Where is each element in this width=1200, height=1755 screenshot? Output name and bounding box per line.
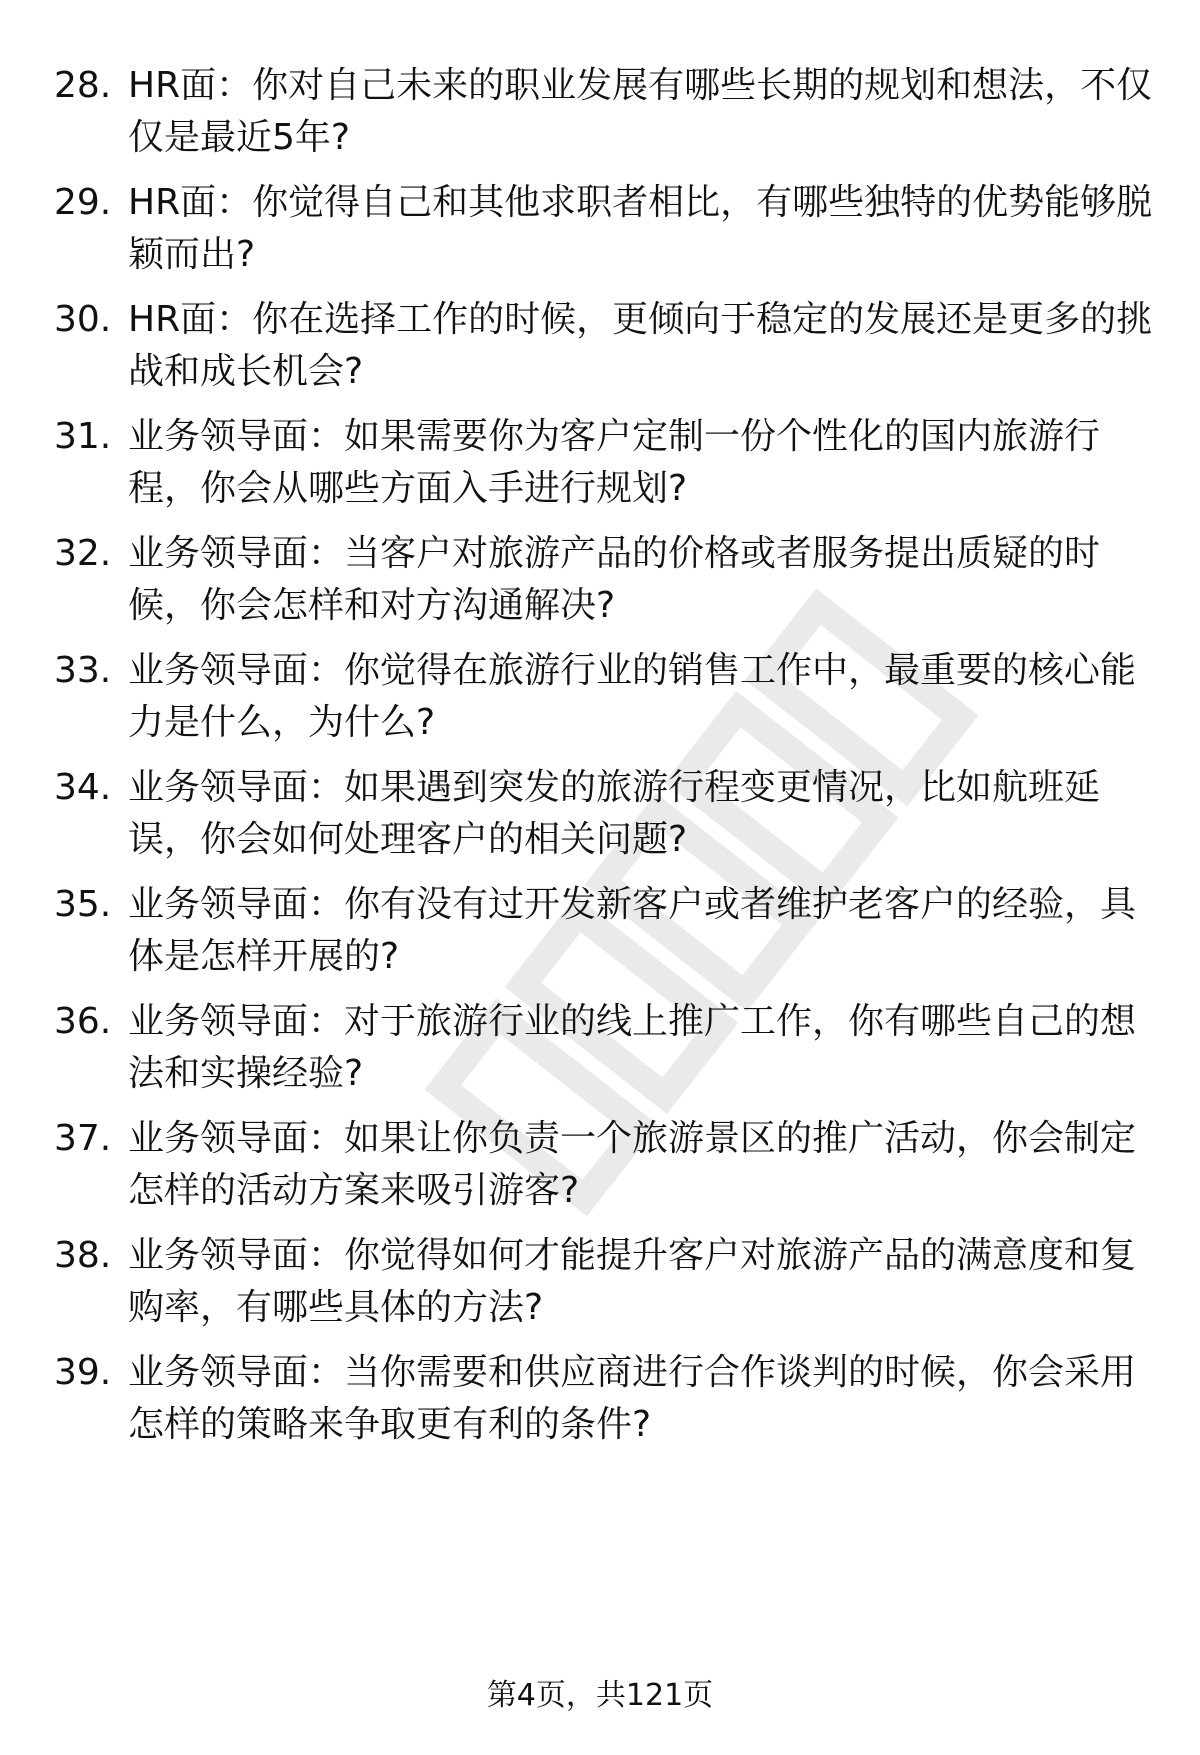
question-number: 31. xyxy=(54,416,112,457)
question-number: 35. xyxy=(54,884,112,925)
question-item xyxy=(54,411,1154,521)
question-number: 30. xyxy=(54,299,112,340)
question-item xyxy=(54,996,1154,1106)
question-item xyxy=(54,528,1154,638)
question-number: 34. xyxy=(54,767,112,808)
question-text: 业务领导面：如果遇到突发的旅游行程变更情况，比如航班延误，你会如何处理客户的相关问题? xyxy=(128,767,1101,860)
question-item xyxy=(54,762,1154,872)
question-number: 29. xyxy=(54,182,112,223)
question-item xyxy=(54,645,1154,755)
question-item xyxy=(54,1347,1154,1457)
question-item xyxy=(54,879,1154,989)
question-text: 业务领导面：如果让你负责一个旅游景区的推广活动，你会制定怎样的活动方案来吸引游客? xyxy=(128,1118,1137,1211)
question-text: 业务领导面：如果需要你为客户定制一份个性化的国内旅游行程，你会从哪些方面入手进行规划? xyxy=(128,416,1101,509)
question-number: 36. xyxy=(54,1001,112,1042)
question-number: 37. xyxy=(54,1118,112,1159)
question-number: 38. xyxy=(54,1235,112,1276)
question-text: 业务领导面：你有没有过开发新客户或者维护老客户的经验，具体是怎样开展的? xyxy=(128,884,1137,977)
question-text: HR面：你觉得自己和其他求职者相比，有哪些独特的优势能够脱颖而出? xyxy=(128,182,1153,275)
page-footer: 第4页，共121页 xyxy=(486,1678,714,1713)
question-text: 业务领导面：你觉得如何才能提升客户对旅游产品的满意度和复购率，有哪些具体的方法? xyxy=(128,1235,1137,1328)
question-number: 32. xyxy=(54,533,112,574)
question-number: 33. xyxy=(54,650,112,691)
question-number: 28. xyxy=(54,65,112,106)
question-item xyxy=(54,1113,1154,1223)
question-text: 业务领导面：当客户对旅游产品的价格或者服务提出质疑的时候，你会怎样和对方沟通解决? xyxy=(128,533,1101,626)
question-item xyxy=(54,60,1154,170)
question-number: 39. xyxy=(54,1352,112,1393)
question-item xyxy=(54,1230,1154,1340)
question-text: HR面：你在选择工作的时候，更倾向于稳定的发展还是更多的挑战和成长机会? xyxy=(128,299,1153,392)
question-text: 业务领导面：你觉得在旅游行业的销售工作中，最重要的核心能力是什么，为什么? xyxy=(128,650,1137,743)
question-text: 业务领导面：对于旅游行业的线上推广工作，你有哪些自己的想法和实操经验? xyxy=(128,1001,1137,1094)
question-item xyxy=(54,177,1154,287)
question-text: HR面：你对自己未来的职业发展有哪些长期的规划和想法，不仅仅是最近5年? xyxy=(128,65,1153,158)
question-text: 业务领导面：当你需要和供应商进行合作谈判的时候，你会采用怎样的策略来争取更有利的条件? xyxy=(128,1352,1137,1445)
question-item xyxy=(54,294,1154,404)
